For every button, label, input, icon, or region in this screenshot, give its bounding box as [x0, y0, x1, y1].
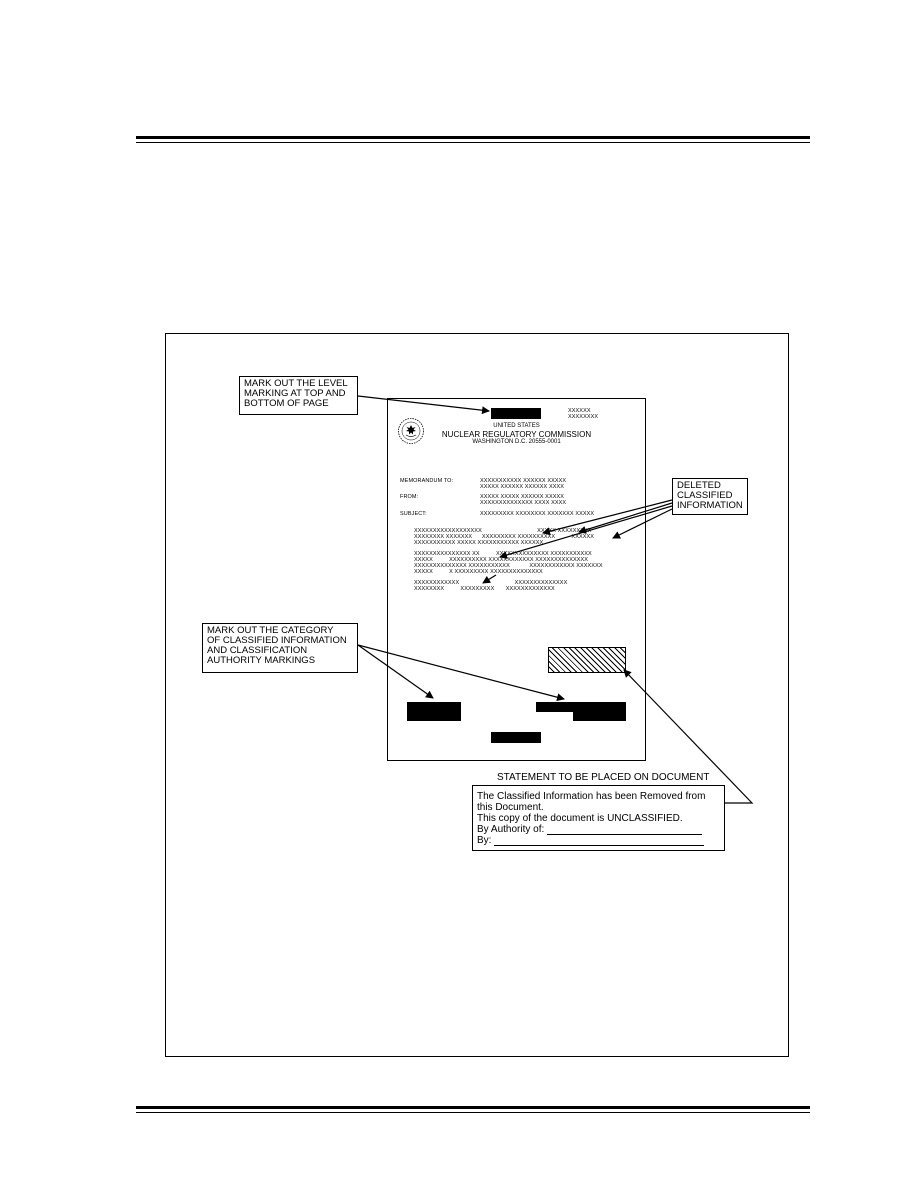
memo-value-2: XXXXX XXXXXX XXXXXX XXXX: [480, 484, 565, 490]
from-value-1: XXXXX XXXXX XXXXXX XXXXX: [480, 494, 565, 500]
callout-text: CLASSIFIED: [677, 490, 733, 501]
callout-text: AUTHORITY MARKINGS: [207, 655, 316, 666]
body-line: XXXXXXXXXXXX XXXXXXXXXXXXXX: [414, 580, 568, 586]
callout-text: MARK OUT THE LEVEL: [244, 378, 348, 389]
top-right-code-2: XXXXXXXX: [568, 414, 599, 420]
arrow: [483, 575, 496, 583]
arrow: [358, 645, 433, 698]
arrow: [543, 500, 672, 533]
subject-label: SUBJECT:: [400, 511, 427, 517]
statement-line: this Document.: [477, 802, 544, 813]
body-line: XXXXX XXXXXXXXXX XXXXXXXXXXXX XXXXXXXXXXXXXX: [414, 557, 589, 563]
callout-text: DELETED: [677, 480, 721, 491]
arrow: [500, 506, 672, 557]
agency-line-1: UNITED STATES: [493, 423, 540, 429]
statement-line: The Classified Information has been Removed from: [477, 791, 706, 802]
arrow: [358, 645, 564, 699]
body-line: XXXXXXXX XXXXXXX XXXXXXXXX XXXXXXXXXX XXXXXX: [414, 534, 595, 540]
arrow: [624, 670, 752, 803]
callout-text: AND CLASSIFICATION: [207, 645, 308, 656]
subject-value: XXXXXXXXX XXXXXXXX XXXXXXX XXXXX: [480, 511, 595, 517]
body-line: XXXXXXXX XXXXXXXXX XXXXXXXXXXXXX: [414, 586, 555, 592]
agency-line-2: NUCLEAR REGULATORY COMMISSION: [441, 430, 592, 439]
statement-line: This copy of the document is UNCLASSIFIED.: [477, 813, 683, 824]
body-line: XXXXXXXXXXXXXXXXXX XXXXX XXXXXXXXX: [414, 528, 592, 534]
by-label: By:: [477, 835, 492, 846]
agency-line-3: WASHINGTON D.C. 20555-0001: [472, 439, 561, 445]
body-line: XXXXXXXXXXXXXXX XX XXXXXXXXXXXXXX XXXXXXXXXXX: [414, 551, 592, 557]
top-right-code-1: XXXXXX: [568, 408, 591, 414]
body-line: XXXXX X XXXXXXXXX XXXXXXXXXXXXXX: [414, 569, 543, 575]
bottom-rule: [136, 1106, 810, 1113]
body-line: XXXXXXXXXXXXXX XXXXXXXXXXX XXXXXXXXXXXX XXXXXXX: [414, 563, 603, 569]
callout-text: OF CLASSIFIED INFORMATION: [207, 635, 347, 646]
from-label: FROM:: [400, 494, 419, 500]
memo-value-1: XXXXXXXXXXX XXXXXX XXXXX: [480, 478, 567, 484]
callout-text: MARK OUT THE CATEGORY: [207, 625, 334, 636]
body-line: XXXXXXXXXXX XXXXX XXXXXXXXXXX XXXXXX: [414, 540, 544, 546]
callout-text: MARKING AT TOP AND: [244, 388, 346, 399]
arrow: [358, 396, 489, 411]
statement-title: STATEMENT TO BE PLACED ON DOCUMENT: [497, 772, 710, 783]
from-value-2: XXXXXXXXXXXXXX XXXX XXXX: [480, 500, 567, 506]
arrow: [579, 503, 672, 532]
memo-label: MEMORANDUM TO:: [400, 478, 454, 484]
callout-text: INFORMATION: [677, 500, 743, 511]
callout-text: BOTTOM OF PAGE: [244, 398, 329, 409]
authority-label: By Authority of:: [477, 824, 545, 835]
